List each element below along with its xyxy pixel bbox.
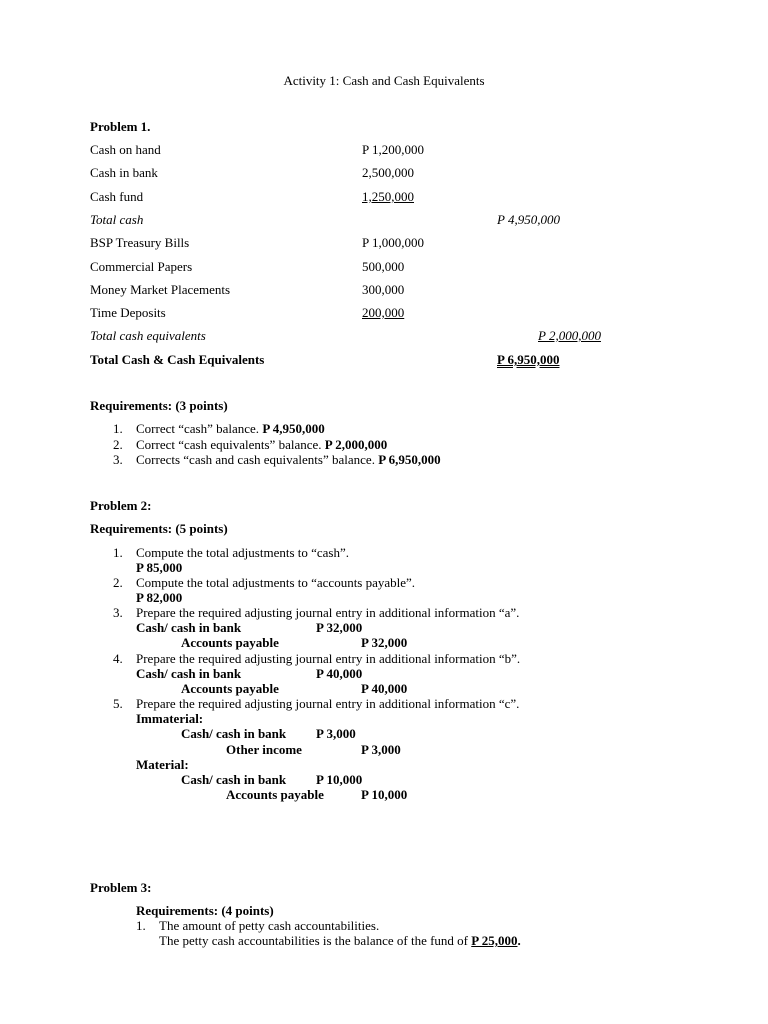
p2-imm-debit-amount: P 3,000 [316,726,356,741]
p2-mat-credit-amount: P 10,000 [361,787,408,802]
p2-item-4-credit-amount: P 40,000 [361,681,408,696]
row-total-cash-equivalents: P 2,000,000 [538,328,601,343]
p2-item-1-text: Compute the total adjustments to “cash”. [136,545,350,560]
problem1-heading: Problem 1. [90,119,151,134]
row-label-cash-on-hand: Cash on hand [90,142,161,157]
p2-item-num-3: 3. [113,605,123,620]
p2-material-label: Material: [136,757,189,772]
p2-item-3-debit: Cash/ cash in bank [136,620,242,635]
p3-answer-amount: P 25,000 [471,933,518,948]
p3-answer-text: The petty cash accountabilities is the balance of the fund of [159,933,472,948]
p2-item-5-text: Prepare the required adjusting journal entry in additional information “c”. [136,696,520,711]
p3-item-num-1: 1. [136,918,146,933]
p2-item-3-debit-amount: P 32,000 [316,620,363,635]
row-amount-bsp-treasury-bills: P 1,000,000 [362,235,424,250]
row-label-commercial-papers: Commercial Papers [90,259,193,274]
p2-item-num-2: 2. [113,575,123,590]
p1-req-2 [136,437,387,452]
row-label-cash-in-bank: Cash in bank [90,165,158,180]
page-title: Activity 1: Cash and Cash Equivalents [283,73,485,88]
row-label-total-cash-equivalents: Total cash equivalents [90,328,206,343]
p3-item-1-text: The amount of petty cash accountabilities. [159,918,380,933]
p2-item-num-1: 1. [113,545,123,560]
p2-item-4-debit-amount: P 40,000 [316,666,363,681]
row-label-money-market: Money Market Placements [90,282,231,297]
problem3-requirements-heading: Requirements: (4 points) [136,903,274,918]
p1-req-num-3: 3. [113,452,123,467]
row-grand-total: P 6,950,000 [497,352,560,367]
row-amount-money-market: 300,000 [362,282,405,297]
problem1-requirements-heading: Requirements: (3 points) [90,398,228,413]
p2-item-4-text: Prepare the required adjusting journal entry in additional information “b”. [136,651,521,666]
p2-immaterial-label: Immaterial: [136,711,204,726]
p1-req-1-answer: P 4,950,000 [262,421,325,436]
p2-item-4-debit: Cash/ cash in bank [136,666,242,681]
row-label-grand-total: Total Cash & Cash Equivalents [90,352,265,367]
row-amount-commercial-papers: 500,000 [362,259,405,274]
p2-imm-debit: Cash/ cash in bank [181,726,287,741]
p1-req-2-text: Correct “cash equivalents” balance. [136,437,325,452]
p1-req-2-answer: P 2,000,000 [324,437,388,452]
p2-item-3-text: Prepare the required adjusting journal entry in additional information “a”. [136,605,520,620]
row-label-bsp-treasury-bills: BSP Treasury Bills [90,235,190,250]
row-amount-cash-fund: 1,250,000 [362,189,414,204]
p2-mat-debit: Cash/ cash in bank [181,772,287,787]
p2-mat-debit-amount: P 10,000 [316,772,363,787]
p2-item-3-credit: Accounts payable [181,635,279,650]
p2-item-1-answer: P 85,000 [136,560,183,575]
p3-answer [159,933,521,948]
problem3-heading: Problem 3: [90,880,152,895]
p1-req-3 [136,452,441,467]
p2-item-num-4: 4. [113,651,123,666]
p2-mat-credit: Accounts payable [226,787,324,802]
p1-req-num-2: 2. [113,437,123,452]
p3-answer-end: . [517,933,521,948]
p2-item-2-text: Compute the total adjustments to “accounts payable”. [136,575,416,590]
row-label-cash-fund: Cash fund [90,189,144,204]
row-label-time-deposits: Time Deposits [90,305,166,320]
row-amount-cash-on-hand: P 1,200,000 [362,142,424,157]
p1-req-num-1: 1. [113,421,123,436]
p2-imm-credit-amount: P 3,000 [361,742,401,757]
p1-req-3-text: Corrects “cash and cash equivalents” balance. [136,452,379,467]
row-total-cash: P 4,950,000 [497,212,560,227]
row-amount-time-deposits: 200,000 [362,305,405,320]
p2-imm-credit: Other income [226,742,302,757]
p2-item-2-answer: P 82,000 [136,590,183,605]
p1-req-3-answer: P 6,950,000 [378,452,441,467]
p1-req-1 [136,421,325,436]
row-amount-cash-in-bank: 2,500,000 [362,165,414,180]
p2-item-3-credit-amount: P 32,000 [361,635,408,650]
p2-item-4-credit: Accounts payable [181,681,279,696]
problem2-requirements-heading: Requirements: (5 points) [90,521,228,536]
p2-item-num-5: 5. [113,696,123,711]
row-label-total-cash: Total cash [90,212,144,227]
p1-req-1-text: Correct “cash” balance. [136,421,263,436]
problem2-heading: Problem 2: [90,498,152,513]
